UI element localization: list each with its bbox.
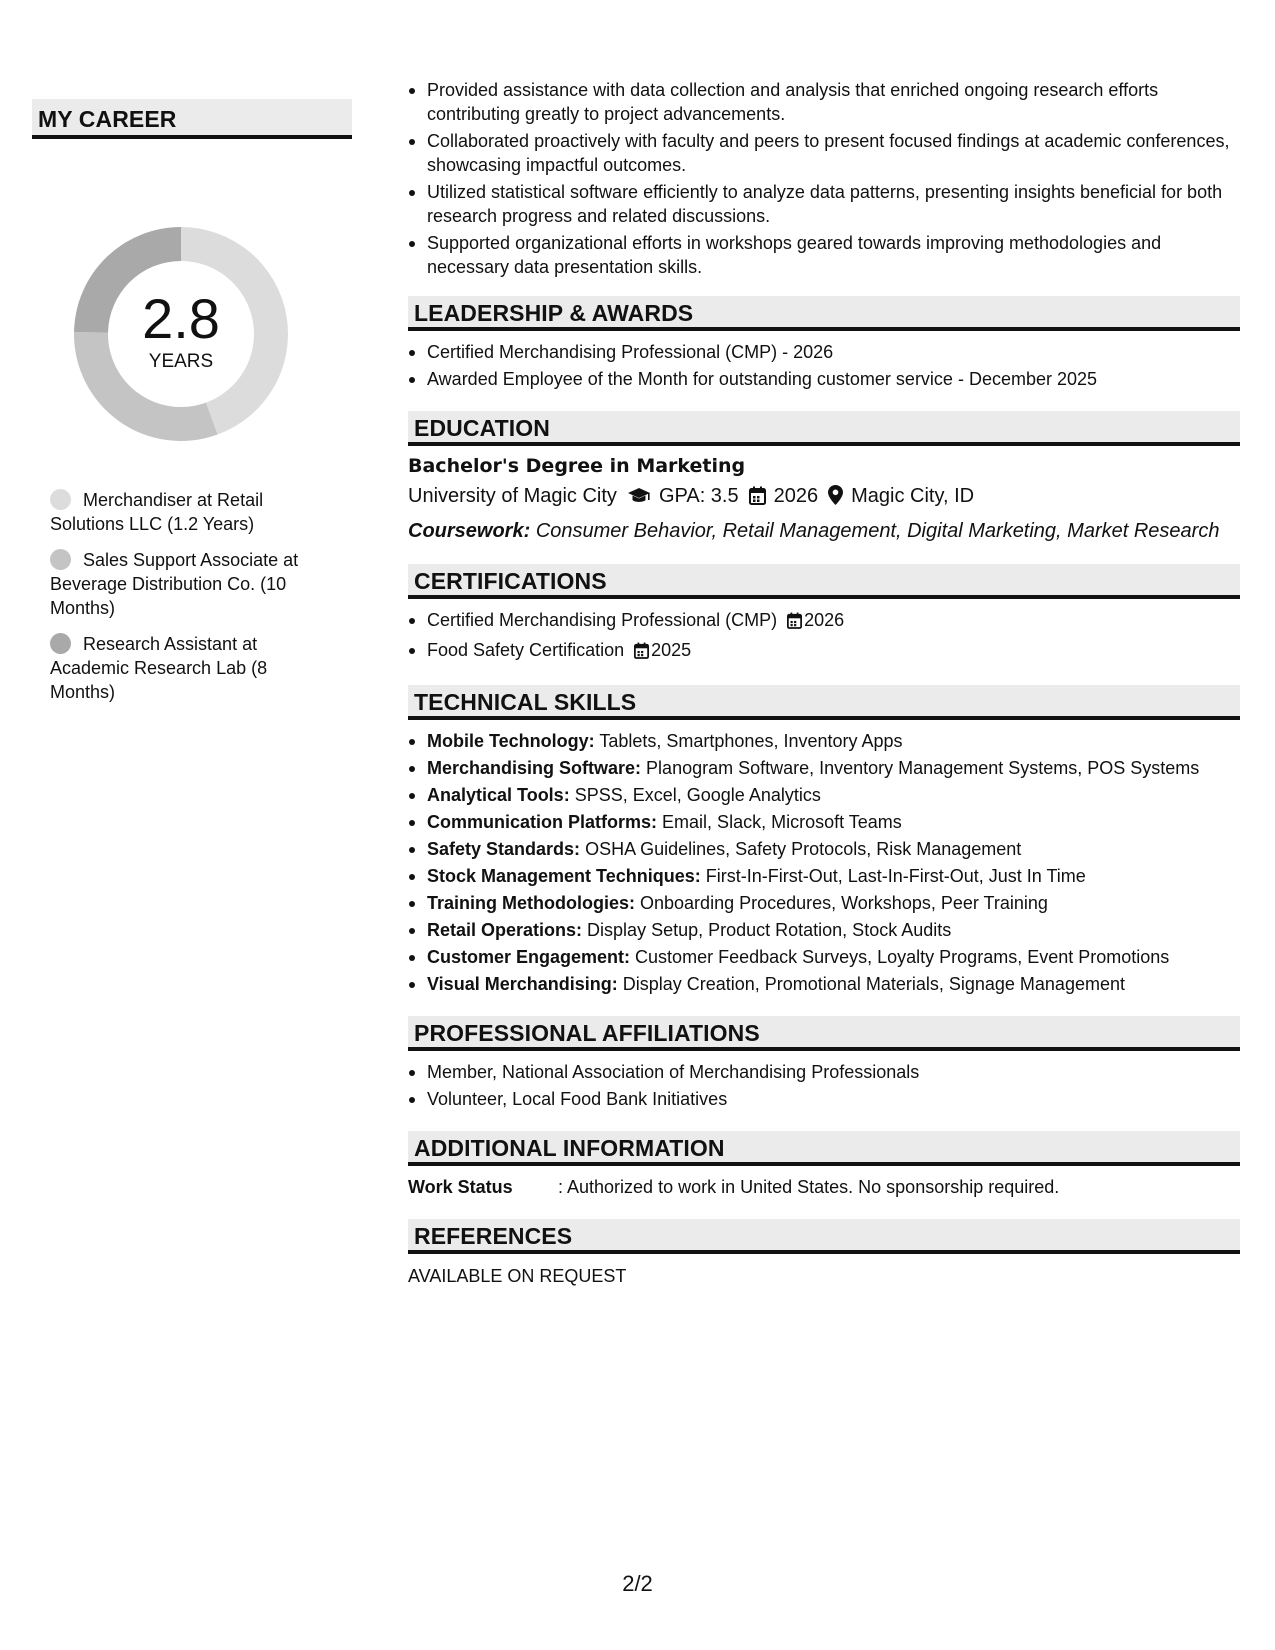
calendar-icon xyxy=(787,611,802,635)
skill-value: First-In-First-Out, Last-In-First-Out, Just In Time xyxy=(705,866,1086,886)
skill-value: Display Creation, Promotional Materials, Signage Management xyxy=(622,974,1125,994)
additional-info-section xyxy=(408,1131,1240,1199)
career-header: MY CAREER xyxy=(32,99,352,139)
references-text: AVAILABLE ON REQUEST xyxy=(408,1266,627,1286)
total-years-unit: YEARS xyxy=(148,351,214,372)
skill-value: Planogram Software, Inventory Management Systems, POS Systems xyxy=(646,758,1200,778)
certifications-section xyxy=(408,564,1240,665)
list-item xyxy=(408,972,1240,996)
skill-label: Training Methodologies: xyxy=(427,893,635,913)
list-item: Collaborated proactively with faculty and peers to present focused findings at academic conferences, showcasing impactful outcomes. xyxy=(408,129,1240,177)
skill-value: Email, Slack, Microsoft Teams xyxy=(662,812,902,832)
career-sidebar xyxy=(32,99,352,716)
references-section xyxy=(408,1219,1240,1288)
list-item: Member, National Association of Merchandising Professionals xyxy=(408,1060,1240,1084)
skill-value: Tablets, Smartphones, Inventory Apps xyxy=(599,731,903,751)
skill-label: Safety Standards: xyxy=(427,839,581,859)
list-item xyxy=(408,810,1240,834)
list-item: Provided assistance with data collection and analysis that enriched ongoing research efforts contributing greatly to project advancements. xyxy=(408,78,1240,126)
technical-skills-section xyxy=(408,685,1240,996)
page-number: 2/2 xyxy=(622,1571,653,1596)
legend-label: Research Assistant at Academic Research Lab (8 Months) xyxy=(50,634,268,702)
skill-value: Onboarding Procedures, Workshops, Peer Training xyxy=(640,893,1048,913)
list-item xyxy=(408,638,1240,665)
skill-value: Display Setup, Product Rotation, Stock Audits xyxy=(587,920,952,940)
list-item: Awarded Employee of the Month for outstanding customer service - December 2025 xyxy=(408,367,1240,391)
skills-list xyxy=(408,729,1240,996)
coursework-label: Coursework: xyxy=(408,520,531,542)
work-status-value: : Authorized to work in United States. No sponsorship required. xyxy=(558,1177,1060,1197)
work-status-row xyxy=(408,1175,1240,1199)
legend-item xyxy=(50,488,320,536)
school-location: Magic City, ID xyxy=(851,485,975,507)
skill-label: Communication Platforms: xyxy=(427,812,658,832)
list-item xyxy=(408,729,1240,753)
skill-label: Visual Merchandising: xyxy=(427,974,618,994)
total-years-value: 2.8 xyxy=(142,287,220,350)
section-title: PROFESSIONAL AFFILIATIONS xyxy=(408,1016,1240,1051)
donut-center xyxy=(65,218,297,450)
list-item xyxy=(408,891,1240,915)
leadership-section xyxy=(408,296,1240,391)
list-item xyxy=(408,945,1240,969)
list-item: Supported organizational efforts in workshops geared towards improving methodologies and necessary data presentation skills. xyxy=(408,231,1240,279)
leadership-list xyxy=(408,340,1240,391)
career-legend xyxy=(50,488,320,704)
section-title: CERTIFICATIONS xyxy=(408,564,1240,599)
affiliations-section xyxy=(408,1016,1240,1111)
main-column xyxy=(408,78,1240,1288)
skill-label: Customer Engagement: xyxy=(427,947,631,967)
list-item: Volunteer, Local Food Bank Initiatives xyxy=(408,1087,1240,1111)
coursework-line xyxy=(408,518,1240,544)
legend-dot xyxy=(50,633,71,654)
legend-item xyxy=(50,548,320,620)
cert-name: Food Safety Certification xyxy=(427,640,625,660)
skill-value: OSHA Guidelines, Safety Protocols, Risk Management xyxy=(585,839,1022,859)
education-section xyxy=(408,411,1240,544)
work-status-label: Work Status xyxy=(408,1177,513,1197)
skill-value: Customer Feedback Surveys, Loyalty Programs, Event Promotions xyxy=(635,947,1170,967)
skill-label: Mobile Technology: xyxy=(427,731,595,751)
education-details xyxy=(408,483,1240,512)
school-name: University of Magic City xyxy=(408,485,617,507)
legend-label: Sales Support Associate at Beverage Distribution Co. (10 Months) xyxy=(50,550,299,618)
list-item xyxy=(408,918,1240,942)
list-item xyxy=(408,756,1240,780)
affiliations-list xyxy=(408,1060,1240,1111)
skill-label: Analytical Tools: xyxy=(427,785,570,805)
skill-value: SPSS, Excel, Google Analytics xyxy=(574,785,821,805)
list-item xyxy=(408,837,1240,861)
coursework-list: Consumer Behavior, Retail Management, Digital Marketing, Market Research xyxy=(535,520,1220,542)
graduation-year: 2026 xyxy=(773,485,819,507)
list-item xyxy=(408,783,1240,807)
gpa: GPA: 3.5 xyxy=(658,485,739,507)
legend-label: Merchandiser at Retail Solutions LLC (1.2 Years) xyxy=(50,490,264,534)
list-item xyxy=(408,608,1240,635)
list-item xyxy=(408,864,1240,888)
legend-dot xyxy=(50,549,71,570)
experience-bullets xyxy=(408,78,1240,279)
section-title: ADDITIONAL INFORMATION xyxy=(408,1131,1240,1166)
list-item: Certified Merchandising Professional (CMP) - 2026 xyxy=(408,340,1240,364)
skill-label: Merchandising Software: xyxy=(427,758,642,778)
section-title: TECHNICAL SKILLS xyxy=(408,685,1240,720)
calendar-icon xyxy=(749,486,766,512)
certifications-list xyxy=(408,608,1240,665)
graduation-cap-icon xyxy=(627,486,651,512)
cert-year: 2026 xyxy=(804,610,845,630)
location-pin-icon xyxy=(828,485,843,512)
section-title: REFERENCES xyxy=(408,1219,1240,1254)
degree-title: Bachelor's Degree in Marketing xyxy=(408,455,746,477)
cert-year: 2025 xyxy=(651,640,692,660)
calendar-icon xyxy=(634,641,649,665)
cert-name: Certified Merchandising Professional (CMP) xyxy=(427,610,778,630)
legend-dot xyxy=(50,489,71,510)
skill-label: Stock Management Techniques: xyxy=(427,866,701,886)
section-title: EDUCATION xyxy=(408,411,1240,446)
skill-label: Retail Operations: xyxy=(427,920,583,940)
career-donut-chart xyxy=(65,218,297,450)
legend-item xyxy=(50,632,320,704)
section-title: LEADERSHIP & AWARDS xyxy=(408,296,1240,331)
list-item: Utilized statistical software efficiently to analyze data patterns, presenting insights beneficial for both research progress and related discussions. xyxy=(408,180,1240,228)
